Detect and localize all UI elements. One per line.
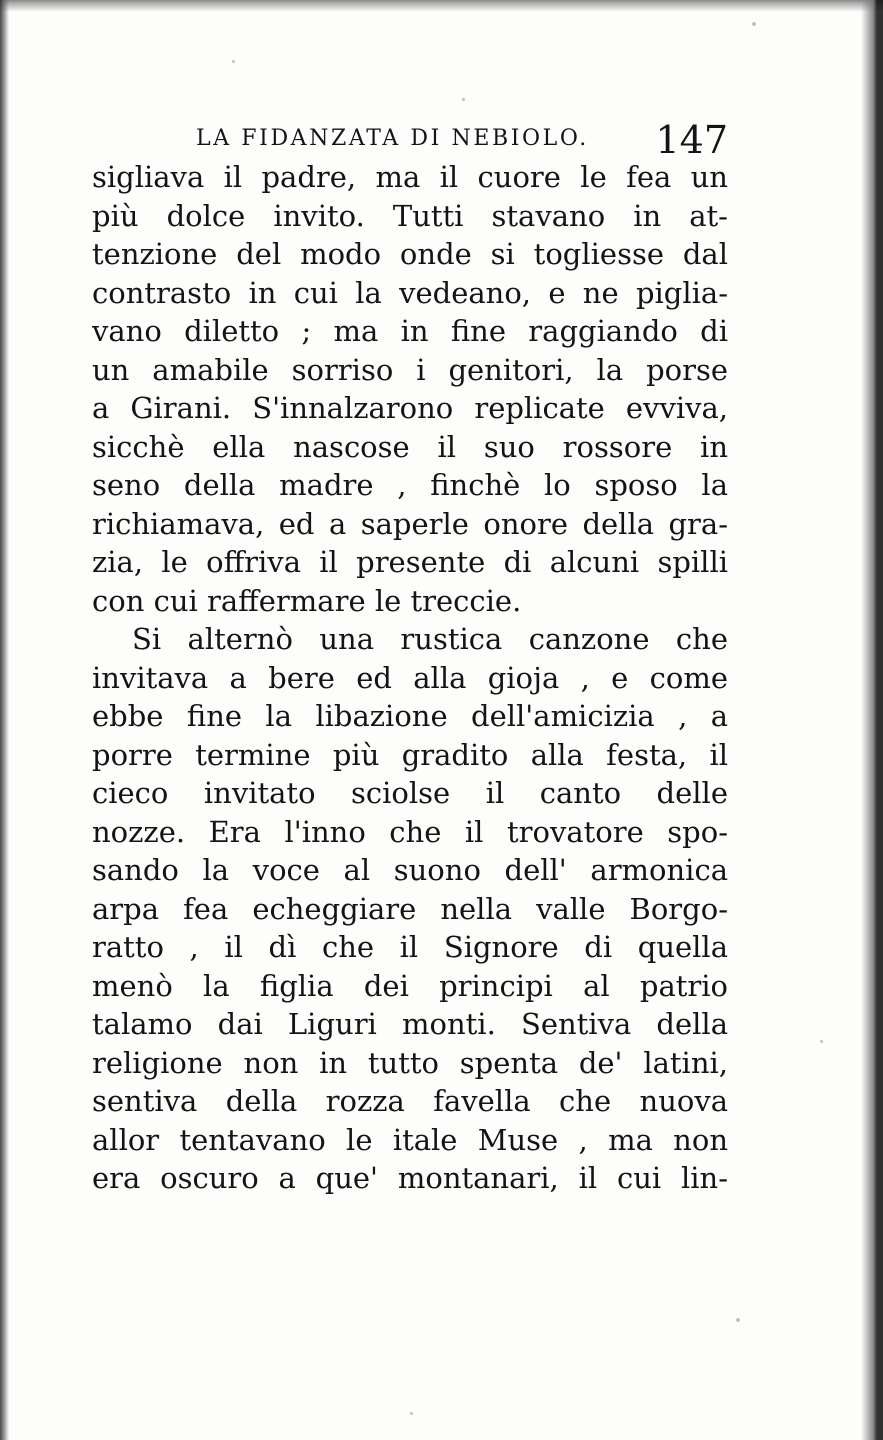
text-line: allor tentavano le itale Muse , ma non [92,1122,728,1157]
text-line: più dolce invito. Tutti stavano in at- [92,198,728,233]
text-line: Si alternò una rustica canzone che [132,622,728,656]
text-line: richiamava, ed a saperle onore della gra- [92,506,728,541]
text-line: religione non in tutto spenta de' latini, [92,1045,728,1080]
text-line: tenzione del modo onde si togliesse dal [92,237,728,271]
text-line: seno della madre , finchè lo sposo la [92,468,728,502]
text-line: ebbe fine la libazione dell'amicizia , a [92,699,728,733]
body-text [92,158,728,1198]
text-line: ratto , il dì che il Signore di quella [92,930,728,964]
text-line: vano diletto ; ma in fine raggiando di [92,314,728,348]
paragraph [92,158,728,620]
scan-speck [410,1412,413,1415]
text-line: sigliava il padre, ma il cuore le fea un [92,160,728,194]
running-title: LA FIDANZATA DI NEBIOLO. [196,126,589,151]
scan-speck [752,22,756,26]
text-line: un amabile sorriso i genitori, la porse [92,352,728,387]
text-line: talamo dai Liguri monti. Sentiva della [92,1007,728,1041]
text-line: sando la voce al suono dell' armonica [92,853,728,887]
running-header [196,118,736,162]
scan-speck [820,1040,823,1043]
text-line: nozze. Era l'inno che il trovatore spo- [92,814,728,849]
scan-speck [736,1318,740,1322]
scan-edge-top [0,0,883,14]
text-line: porre termine più gradito alla festa, il [92,737,728,772]
text-line: contrasto in cui la vedeano, e ne piglia- [92,275,728,310]
paragraph [92,620,728,1198]
scan-edge-left [0,0,9,1440]
text-line: arpa fea echeggiare nella valle Borgo- [92,891,728,926]
text-line: cieco invitato sciolse il canto delle [92,776,728,810]
text-line: era oscuro a que' montanari, il cui lin- [92,1161,728,1195]
text-line: sentiva della rozza favella che nuova [92,1084,728,1118]
text-line: zia, le offriva il presente di alcuni spilli [92,545,728,579]
text-line: sicchè ella nascose il suo rossore in [92,429,728,464]
scan-speck [232,60,235,63]
page-number: 147 [655,118,728,162]
scan-speck [462,98,465,101]
text-line: invitava a bere ed alla gioja , e come [92,660,728,695]
scan-edge-right [861,0,883,1440]
text-line: a Girani. S'innalzarono replicate evviva, [92,391,728,425]
text-line: con cui raffermare le treccie. [92,583,522,618]
text-line: menò la figlia dei principi al patrio [92,968,728,1003]
